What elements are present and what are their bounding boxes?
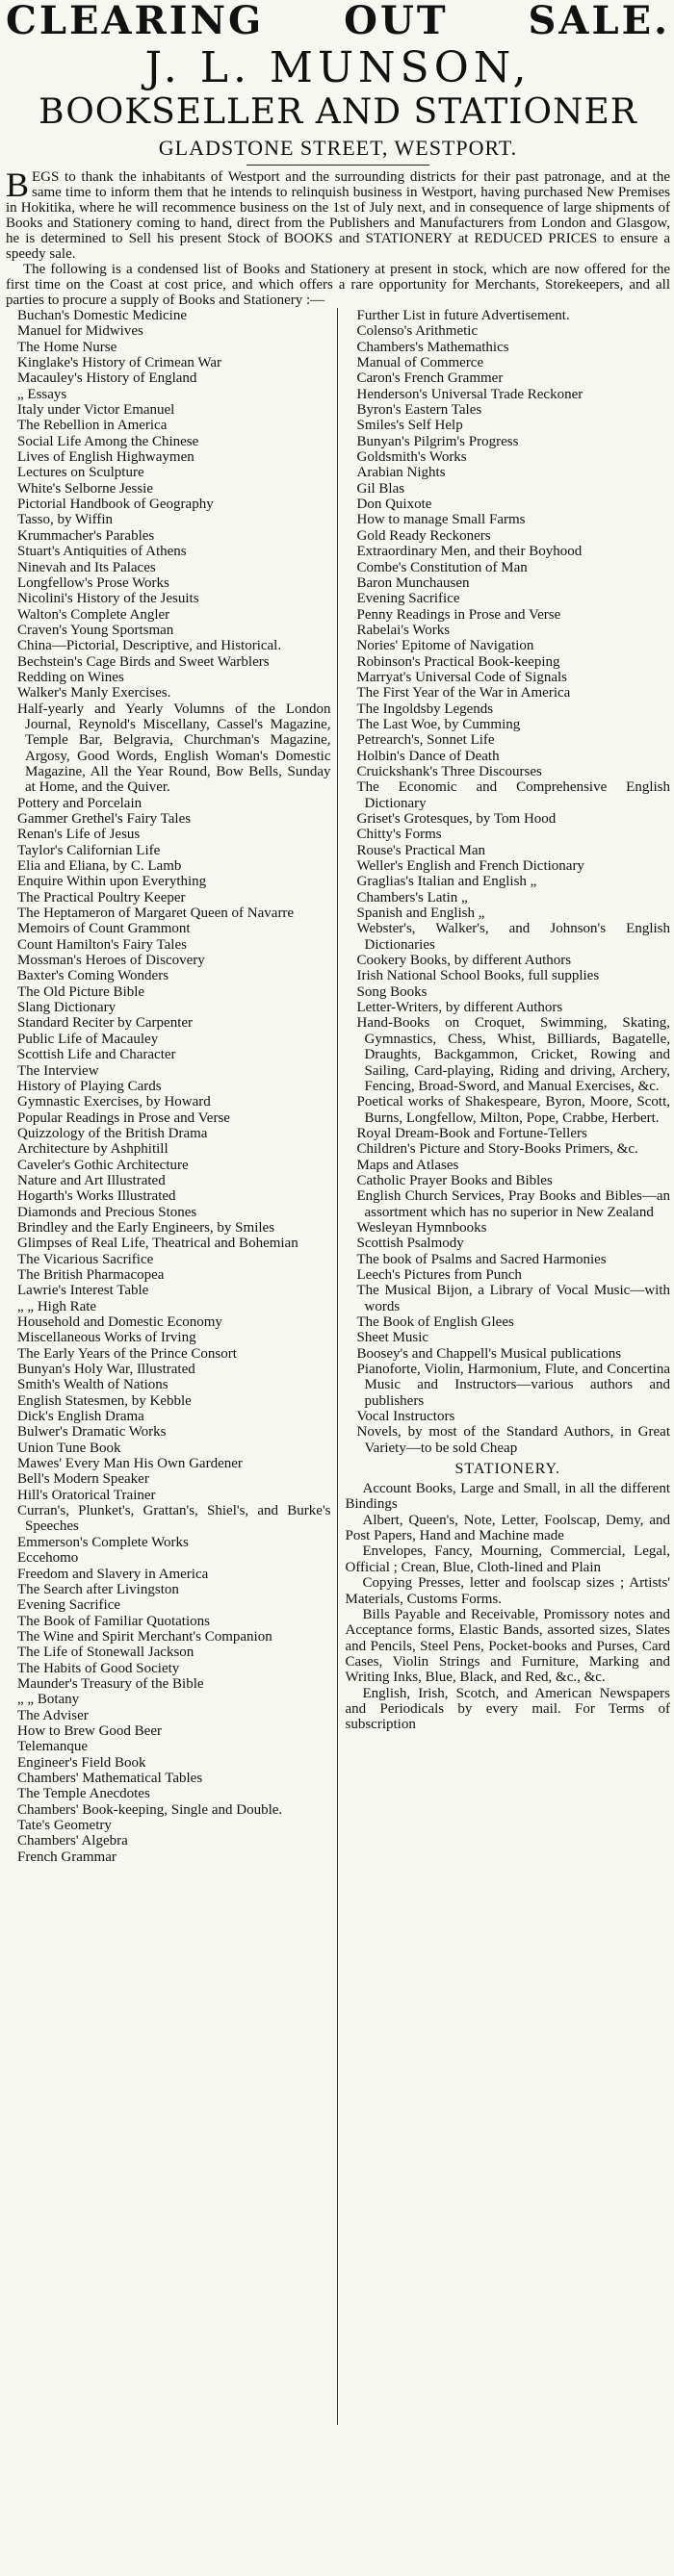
list-item: English Statesmen, by Kebble [17, 1392, 192, 1409]
list-item: Chambers's Latin „ [356, 889, 468, 905]
list-item: Elia and Eliana, by C. Lamb [17, 858, 182, 875]
list-item: The Musical Bijon, a Library of Vocal Music—with words [356, 1283, 670, 1314]
list-item: The Search after Livingston [17, 1581, 179, 1597]
list-item: Household and Domestic Economy [17, 1314, 222, 1330]
list-item: Cookery Books, by different Authors [356, 953, 572, 969]
list-item: Miscellaneous Works of Irving [17, 1330, 196, 1346]
list-item: Account Books, Large and Small, in all the different Bindings [345, 1481, 670, 1513]
list-item: Smith's Wealth of Nations [17, 1377, 168, 1393]
list-item: Baron Munchausen [356, 574, 470, 591]
list-item: The Adviser [17, 1707, 89, 1723]
book-list-right [346, 308, 671, 1456]
list-item: Baxter's Coming Wonders [17, 968, 169, 984]
trade-title: BOOKSELLER AND STATIONER [39, 92, 637, 132]
list-item: Bechstein's Cage Birds and Sweet Warblers [17, 653, 270, 670]
list-item: Quizzology of the British Drama [17, 1125, 208, 1141]
list-item: Mossman's Heroes of Discovery [17, 953, 205, 969]
list-item: Maunder's Treasury of the Bible [17, 1675, 204, 1692]
list-item: Vocal Instructors [356, 1409, 455, 1425]
listing-columns [6, 308, 670, 2425]
list-item: Lawrie's Interest Table [17, 1283, 149, 1299]
list-item: „ „ High Rate [17, 1298, 97, 1314]
list-item: Rouse's Practical Man [356, 842, 486, 858]
list-item: Maps and Atlases [356, 1157, 459, 1173]
list-item: Engineer's Field Book [17, 1754, 146, 1771]
list-item: The Last Woe, by Cumming [356, 716, 521, 732]
list-item: Webster's, Walker's, and Johnson's English Dictionaries [356, 921, 670, 953]
list-item: Craven's Young Sportsman [17, 622, 174, 638]
list-item: Curran's, Plunket's, Grattan's, Shiel's, and Burke's Speeches [17, 1503, 331, 1535]
list-item: The Wine and Spirit Merchant's Companion [17, 1628, 272, 1645]
list-item: Pottery and Porcelain [17, 795, 143, 811]
list-item: Evening Sacrifice [17, 1597, 121, 1614]
list-item: English Church Services, Pray Books and Bibles—an assortment which has no superior in New Zealand [356, 1188, 670, 1220]
list-item: Manuel for Midwives [17, 323, 143, 340]
left-column [6, 308, 338, 2425]
intro-paragraph-2: The following is a condensed list of Books and Stationery at present in stock, which are now offered for the first time on the Coast at cost price, and which offers a rare opportunity for Merchants, Storekeepers, and all parties to procure a supply of Books and Stationery :— [6, 262, 670, 308]
list-item: Song Books [356, 983, 428, 1000]
list-item: Chambers's Mathemathics [356, 339, 509, 355]
list-item: Walker's Manly Exercises. [17, 685, 171, 701]
list-item: Diamonds and Precious Stones [17, 1204, 197, 1220]
list-item: The Ingoldsby Legends [356, 701, 494, 717]
list-item: Architecture by Ashphitill [17, 1141, 168, 1158]
list-item: Redding on Wines [17, 669, 124, 685]
list-item: Walton's Complete Angler [17, 606, 170, 623]
list-item: Mawes' Every Man His Own Gardener [17, 1456, 243, 1472]
list-item: Bills Payable and Receivable, Promissory notes and Acceptance forms, Elastic Bands, assorted sizes, Slates and Pencils, Steel Pens, Pocket-books and Purses, Card Cases, Violin Strings and Furniture, Marking and Writing Inks, Blue, Black, and Red, &c., &c. [345, 1606, 670, 1686]
list-item: Rabelai's Works [356, 622, 451, 638]
list-item: Griset's Grotesques, by Tom Hood [356, 811, 557, 827]
list-item: The Life of Stonewall Jackson [17, 1645, 194, 1661]
list-item: Social Life Among the Chinese [17, 433, 199, 449]
list-item: Brindley and the Early Engineers, by Smiles [17, 1219, 275, 1236]
list-item: Albert, Queen's, Note, Letter, Foolscap, Demy, and Post Papers, Hand and Machine made [345, 1512, 670, 1544]
list-item: Gammer Grethel's Fairy Tales [17, 811, 192, 827]
list-item: Caveler's Gothic Architecture [17, 1157, 189, 1173]
list-item: The Heptameron of Margaret Queen of Navarre [17, 905, 295, 922]
list-item: Spanish and English „ [356, 905, 485, 922]
list-item: Telemanque [17, 1739, 89, 1755]
list-item: Bell's Modern Speaker [17, 1471, 149, 1488]
list-item: Scottish Psalmody [356, 1236, 464, 1252]
list-item: The Old Picture Bible [17, 983, 145, 1000]
list-item: Petrearch's, Sonnet Life [356, 732, 495, 749]
list-item: Sheet Music [356, 1330, 429, 1346]
list-item: Gymnastic Exercises, by Howard [17, 1094, 211, 1110]
list-item: Don Quixote [356, 497, 432, 513]
list-item: Letter-Writers, by different Authors [356, 1000, 563, 1016]
list-item: Poetical works of Shakespeare, Byron, Moore, Scott, Burns, Longfellow, Milton, Pope, Crabbe, Herbert. [356, 1094, 670, 1126]
list-item: Eccehomo [17, 1550, 79, 1567]
list-item: The Home Nurse [17, 339, 117, 355]
list-item: The Book of English Glees [356, 1314, 514, 1330]
list-item: Freedom and Slavery in America [17, 1566, 209, 1582]
list-item: Chambers' Book-keeping, Single and Double. [17, 1801, 283, 1818]
stationery-title: STATIONERY. [454, 1461, 560, 1478]
list-item: The book of Psalms and Sacred Harmonies [356, 1251, 607, 1267]
list-item: Half-yearly and Yearly Volumns of the London Journal, Reynold's Miscellany, Cassel's Magazine, Temple Bar, Belgravia, Churchman's Magazine, Argosy, Good Words, English Woman's Domestic Magazine, All the Year Round, Bow Bells, Sunday at Home, and the Quiver. [17, 701, 331, 796]
address: GLADSTONE STREET, WESTPORT. [158, 136, 518, 160]
list-item: Boosey's and Chappell's Musical publications [356, 1345, 622, 1362]
list-item: Popular Readings in Prose and Verse [17, 1109, 230, 1126]
list-item: The Book of Familiar Quotations [17, 1613, 210, 1629]
list-item: White's Selborne Jessie [17, 480, 154, 497]
list-item: Goldsmith's Works [356, 449, 467, 466]
list-item: How to Brew Good Beer [17, 1722, 162, 1739]
list-item: Krummacher's Parables [17, 527, 155, 544]
list-item: Hand-Books on Croquet, Swimming, Skating, Gymnastics, Chess, Whist, Billiards, Bagatelle, Draughts, Backgammon, Cricket, Rowing and Sailing, Card-playing, Riding and driving, Archery, Fencing, Broad-Sword, and Manual Exercises, &c. [356, 1015, 670, 1094]
list-item: English, Irish, Scotch, and American Newspapers and Periodicals by every mail. For Terms of subscription [345, 1685, 670, 1733]
list-item: Count Hamilton's Fairy Tales [17, 936, 187, 953]
list-item: Pianoforte, Violin, Harmonium, Flute, and Concertina Music and Instructors—various authors and publishers [356, 1362, 670, 1409]
stationery-list [346, 1481, 671, 1733]
list-item: Enquire Within upon Everything [17, 874, 207, 890]
list-item: Glimpses of Real Life, Theatrical and Bohemian [17, 1236, 298, 1252]
list-item: Copying Presses, letter and foolscap sizes ; Artists' Materials, Customs Forms. [345, 1575, 670, 1607]
list-item: Emmerson's Complete Works [17, 1534, 189, 1550]
intro-paragraph [6, 166, 670, 262]
list-item: The Economic and Comprehensive English Dictionary [356, 779, 670, 811]
list-item: Dick's English Drama [17, 1409, 144, 1425]
drop-cap: B [6, 166, 30, 204]
list-item: Gil Blas [356, 480, 405, 497]
list-item: Extraordinary Men, and their Boyhood [356, 544, 583, 560]
list-item: Renan's Life of Jesus [17, 827, 141, 843]
list-item: The Temple Anecdotes [17, 1786, 150, 1802]
list-item: Smiles's Self Help [356, 418, 463, 434]
list-item: Envelopes, Fancy, Mourning, Commercial, Legal, Official ; Crean, Blue, Cloth-lined and Plain [345, 1543, 670, 1575]
list-item: Manual of Commerce [356, 355, 484, 371]
list-item: The Rebellion in America [17, 418, 168, 434]
list-item: Public Life of Macauley [17, 1031, 159, 1047]
list-item: The Vicarious Sacrifice [17, 1251, 154, 1267]
list-item: Nicolini's History of the Jesuits [17, 591, 199, 607]
divider [246, 165, 429, 166]
list-item: Pictorial Handbook of Geography [17, 497, 214, 513]
list-item: Italy under Victor Emanuel [17, 402, 175, 419]
list-item: Bunyan's Holy War, Illustrated [17, 1362, 195, 1378]
list-item: Royal Dream-Book and Fortune-Tellers [356, 1125, 587, 1141]
list-item: Weller's English and French Dictionary [356, 858, 584, 875]
list-item: Macauley's History of England [17, 370, 197, 387]
list-item: Nories' Epitome of Navigation [356, 638, 534, 654]
list-item: How to manage Small Farms [356, 512, 526, 528]
list-item: Evening Sacrifice [356, 591, 460, 607]
list-item: Leech's Pictures from Punch [356, 1266, 522, 1283]
list-item: Novels, by most of the Standard Authors, in Great Variety—to be sold Cheap [356, 1424, 670, 1456]
list-item: Catholic Prayer Books and Bibles [356, 1172, 553, 1188]
right-column [338, 308, 671, 2425]
list-item: Bulwer's Dramatic Works [17, 1424, 167, 1441]
list-item: „ „ Botany [17, 1692, 80, 1708]
list-item: Chitty's Forms [356, 827, 442, 843]
list-item: Robinson's Practical Book-keeping [356, 653, 560, 670]
list-item: „ Essays [17, 386, 67, 402]
list-item: Slang Dictionary [17, 1000, 117, 1016]
list-item: Byron's Eastern Tales [356, 402, 482, 419]
list-item: Arabian Nights [356, 465, 446, 481]
list-item: Hogarth's Works Illustrated [17, 1188, 176, 1205]
list-item: The Early Years of the Prince Consort [17, 1345, 237, 1362]
list-item: History of Playing Cards [17, 1078, 162, 1094]
list-item: Lectures on Sculpture [17, 465, 144, 481]
list-item: Caron's French Grammer [356, 370, 504, 387]
list-item: Children's Picture and Story-Books Primers, &c. [356, 1141, 638, 1158]
list-item: The Habits of Good Society [17, 1660, 180, 1676]
list-item: Holbin's Dance of Death [356, 748, 500, 764]
list-item: Penny Readings in Prose and Verse [356, 606, 561, 623]
list-item: Nature and Art Illustrated [17, 1172, 166, 1188]
list-item: Taylor's Californian Life [17, 842, 161, 858]
list-item: Gold Ready Reckoners [356, 527, 491, 544]
list-item: Combe's Constitution of Man [356, 559, 528, 575]
list-item: China—Pictorial, Descriptive, and Historical. [17, 638, 282, 654]
list-item: Kinglake's History of Crimean War [17, 355, 222, 371]
intro-text: EGS to thank the inhabitants of Westport and the surrounding districts for their past patronage, and at the same time to inform them that he intends to relinquish business in Westport, having purchased New Premises in Hokitika, where he will recommence business on the 1st of July next, and in consequence of large shipments of Books and Stationery coming to hand, direct from the Publishers and Manufacturers from London and Glasgow, he is determined to Sell his present Stock of BOOKS and STATIONERY at REDUCED PRICES to ensure a speedy sale. [6, 169, 670, 262]
list-item: Bunyan's Pilgrim's Progress [356, 433, 519, 449]
list-item: Graglias's Italian and English „ [356, 874, 537, 890]
list-item: Tasso, by Wiffin [17, 512, 114, 528]
list-item: Cruickshank's Three Discourses [356, 763, 542, 779]
list-item: Hill's Oratorical Trainer [17, 1487, 156, 1503]
list-item: Wesleyan Hymnbooks [356, 1219, 487, 1236]
list-item: Stuart's Antiquities of Athens [17, 544, 187, 560]
list-item: Ninevah and Its Palaces [17, 559, 156, 575]
list-item: The Practical Poultry Keeper [17, 889, 186, 905]
list-item: The Interview [17, 1062, 99, 1079]
list-item: Chambers' Algebra [17, 1833, 128, 1849]
list-item: French Grammar [17, 1849, 117, 1865]
list-item: Henderson's Universal Trade Reckoner [356, 386, 583, 402]
list-item: Marryat's Universal Code of Signals [356, 669, 567, 685]
list-item: Union Tune Book [17, 1440, 121, 1456]
list-item: Chambers' Mathematical Tables [17, 1770, 203, 1786]
list-item: Further List in future Advertisement. [356, 308, 570, 323]
list-item: Scottish Life and Character [17, 1047, 176, 1063]
list-item: Longfellow's Prose Works [17, 574, 169, 591]
list-item: Buchan's Domestic Medicine [17, 308, 187, 323]
proprietor-name: J. L. MUNSON, [144, 43, 531, 92]
list-item: Irish National School Books, full supplies [356, 968, 600, 984]
list-item: Lives of English Highwaymen [17, 449, 194, 466]
list-item: The First Year of the War in America [356, 685, 571, 701]
headline: CLEARING OUT SALE. [6, 0, 670, 43]
list-item: Colenso's Arithmetic [356, 323, 479, 340]
list-item: The British Pharmacopea [17, 1266, 165, 1283]
list-item: Standard Reciter by Carpenter [17, 1015, 194, 1032]
list-item: Memoirs of Count Grammont [17, 921, 191, 937]
list-item: Tate's Geometry [17, 1818, 112, 1833]
